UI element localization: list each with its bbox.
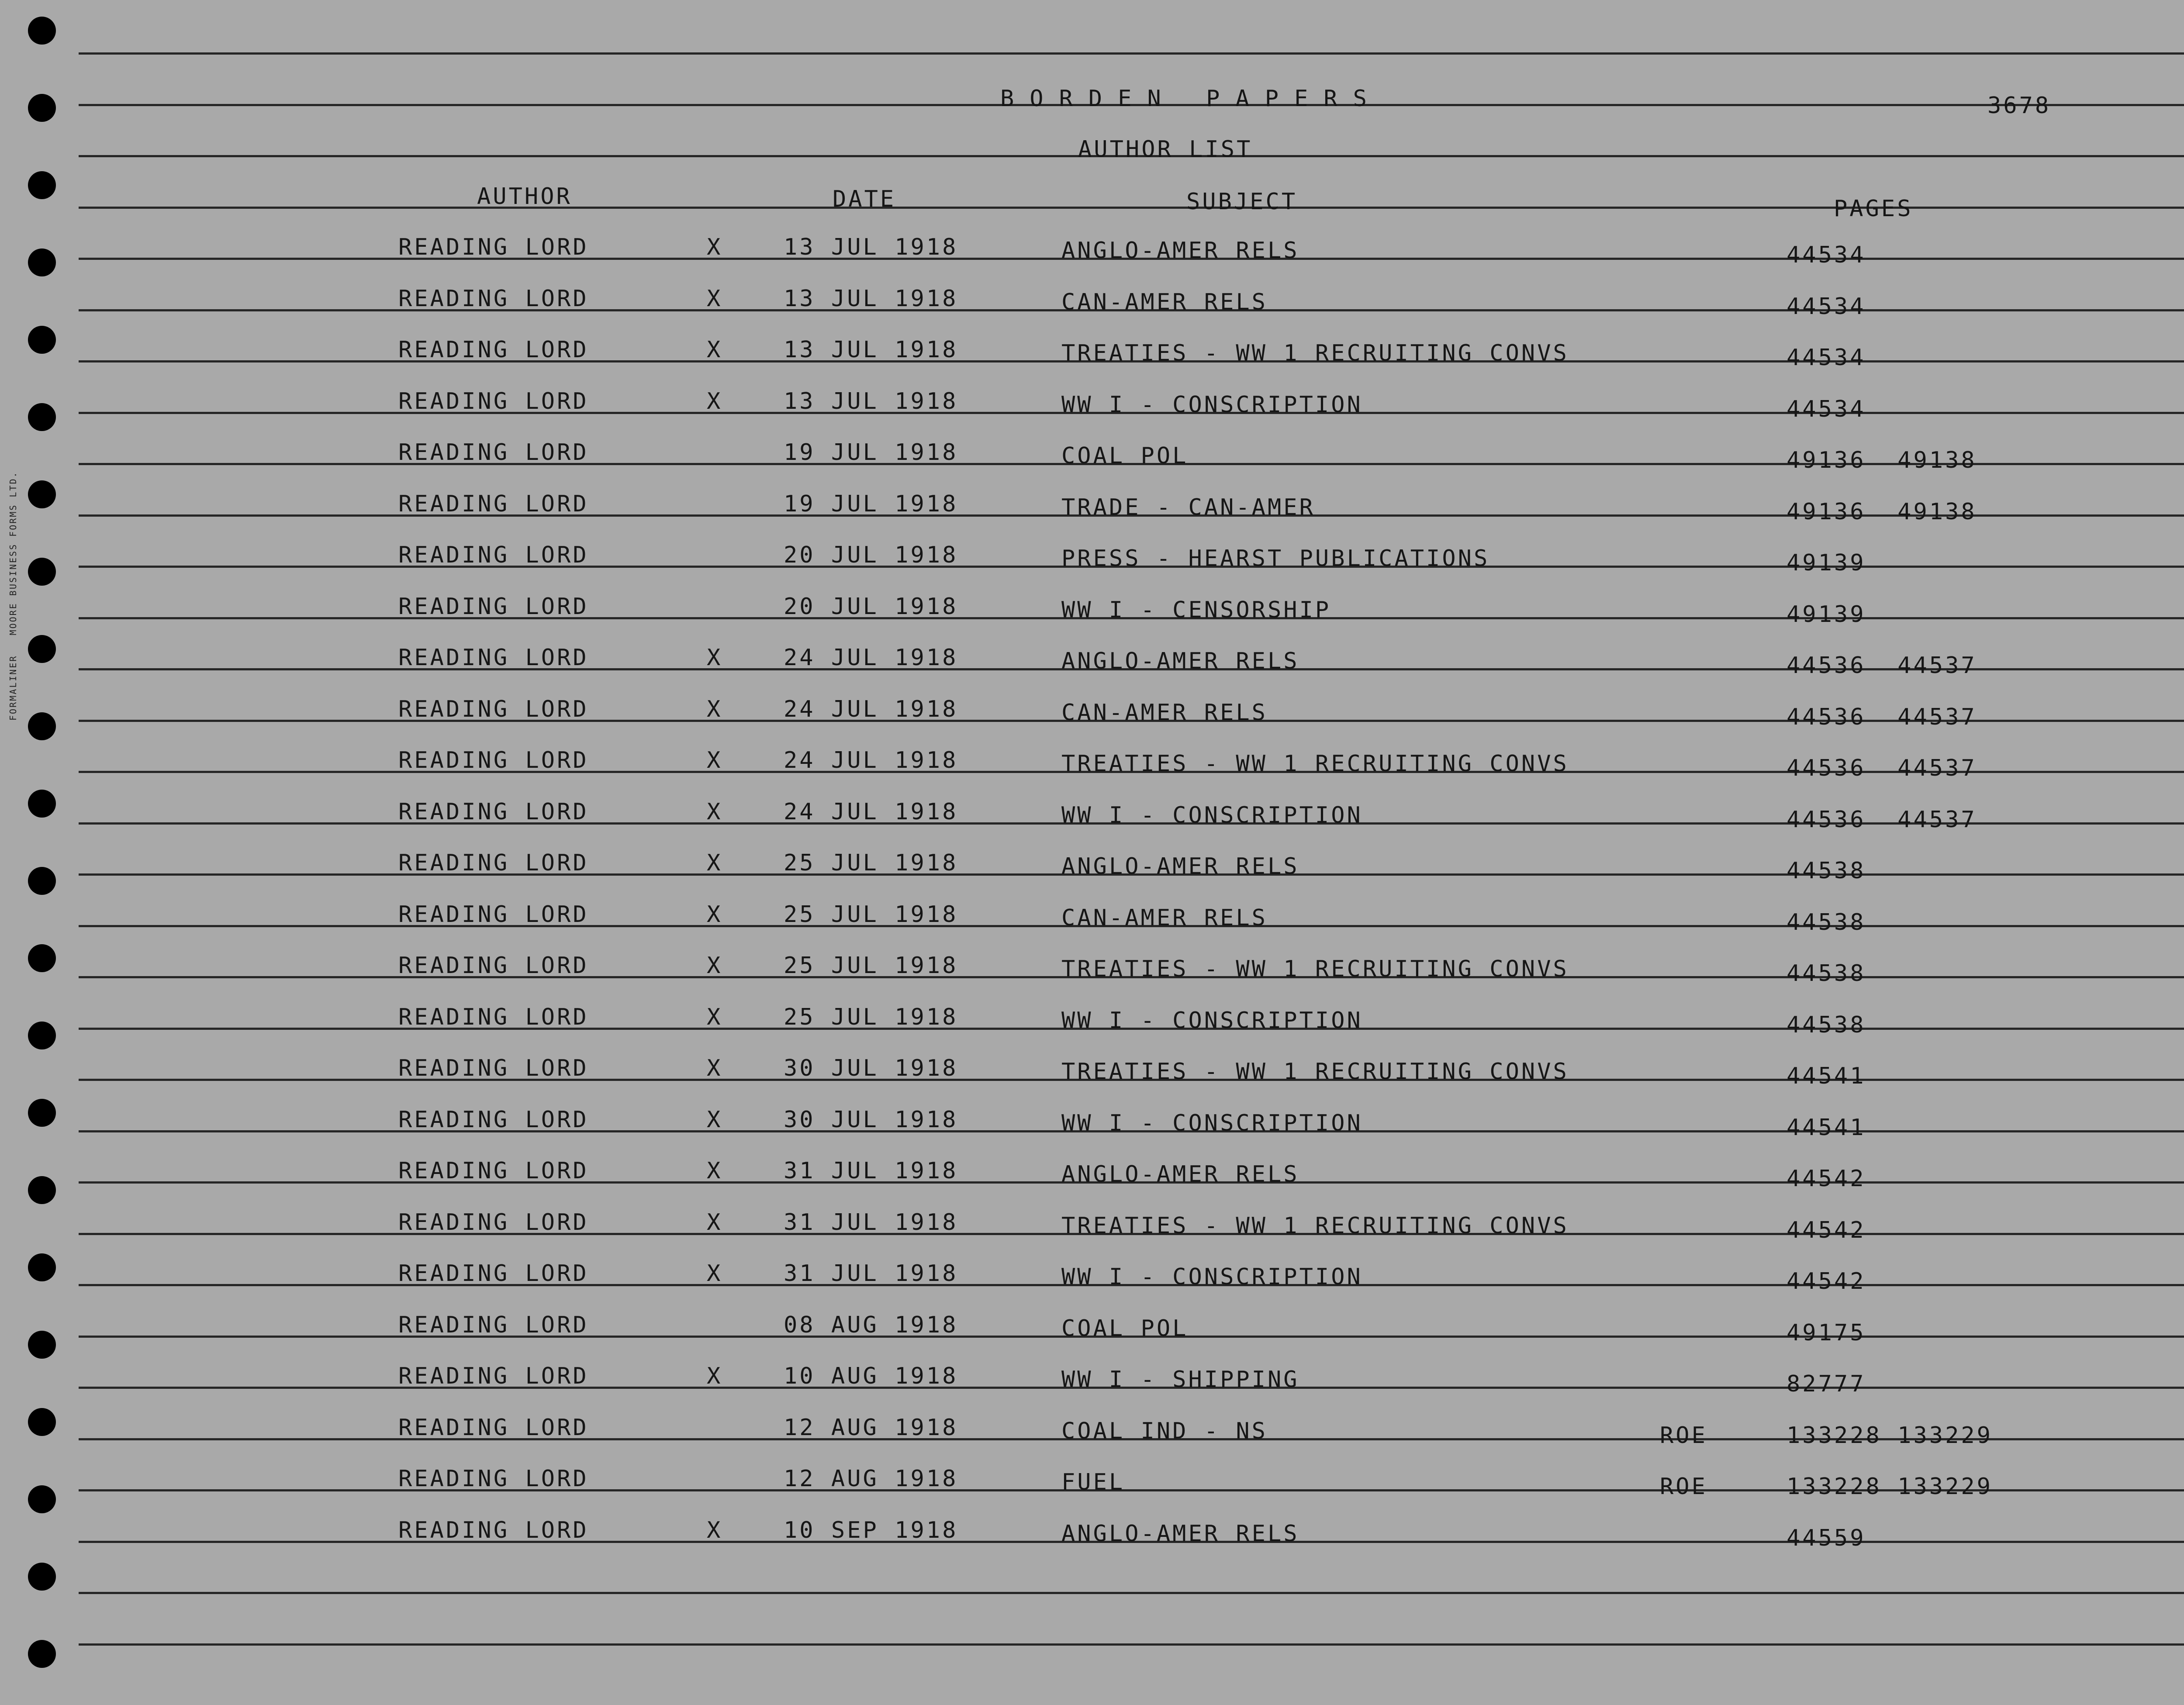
subject-cell: CAN-AMER RELS	[1061, 904, 1268, 931]
feed-hole	[28, 1563, 56, 1591]
feed-hole	[28, 1022, 56, 1049]
subject-cell: ANGLO-AMER RELS	[1061, 238, 1299, 264]
mark-cell: X	[707, 645, 723, 671]
pages-cell: 44541	[1787, 1063, 1866, 1089]
mark-cell: X	[707, 1004, 723, 1030]
pages-cell: 44542	[1787, 1166, 1866, 1192]
subject-cell: TREATIES - WW 1 RECRUITING CONVS	[1061, 1212, 1569, 1239]
subject-cell: WW I - CONSCRIPTION	[1061, 1007, 1363, 1034]
subject-cell: ANGLO-AMER RELS	[1061, 1520, 1299, 1547]
feed-hole	[28, 403, 56, 431]
date-cell: 30 JUL 1918	[784, 1106, 958, 1133]
feed-hole	[28, 1331, 56, 1359]
pages-cell: 44538	[1787, 1011, 1866, 1038]
date-cell: 25 JUL 1918	[784, 1004, 958, 1030]
subject-cell: TRADE - CAN-AMER	[1061, 494, 1315, 521]
ruled-line	[79, 52, 2184, 55]
feed-hole	[28, 635, 56, 663]
author-cell: READING LORD	[398, 1414, 589, 1441]
author-cell: READING LORD	[398, 1055, 589, 1081]
column-header-date: DATE	[833, 186, 896, 212]
author-cell: READING LORD	[398, 798, 589, 825]
mark-cell: X	[707, 1055, 723, 1081]
pages-cell: 44542	[1787, 1268, 1866, 1294]
mark-cell: X	[707, 1260, 723, 1287]
mark-cell: X	[707, 1209, 723, 1236]
pages-cell: 44534	[1787, 242, 1866, 268]
ruled-line	[79, 1592, 2184, 1594]
feed-hole	[28, 1253, 56, 1281]
subject-cell: WW I - CONSCRIPTION	[1061, 1110, 1363, 1136]
feed-hole	[28, 558, 56, 586]
date-cell: 25 JUL 1918	[784, 953, 958, 979]
mark-cell: X	[707, 850, 723, 876]
author-cell: READING LORD	[398, 850, 589, 876]
pages-cell: 44534	[1787, 345, 1866, 371]
author-cell: READING LORD	[398, 1466, 589, 1492]
pages-cell: 44534	[1787, 293, 1866, 320]
pages-cell: 49136 49138	[1787, 498, 1977, 525]
author-cell: READING LORD	[398, 1158, 589, 1184]
page-number: 3678	[1987, 93, 2051, 119]
date-cell: 19 JUL 1918	[784, 490, 958, 517]
mark-cell: X	[707, 1106, 723, 1133]
pages-cell: 44538	[1787, 960, 1866, 987]
subject-cell: TREATIES - WW 1 RECRUITING CONVS	[1061, 340, 1569, 366]
column-header-author: AUTHOR	[477, 183, 572, 210]
pages-cell: 44534	[1787, 396, 1866, 422]
feed-hole	[28, 1408, 56, 1436]
subject-cell: ANGLO-AMER RELS	[1061, 1161, 1299, 1187]
subject-cell: COAL POL	[1061, 443, 1189, 469]
pages-cell: 44538	[1787, 858, 1866, 884]
author-cell: READING LORD	[398, 1209, 589, 1236]
mark-cell: X	[707, 388, 723, 414]
feed-hole	[28, 944, 56, 972]
page-title: BORDEN PAPERS	[1000, 86, 1382, 112]
ruled-line	[79, 1643, 2184, 1646]
feed-hole	[28, 17, 56, 45]
subject-cell: FUEL	[1061, 1469, 1125, 1495]
mark-cell: X	[707, 1517, 723, 1543]
form-manufacturer-label: FORMALINER MOORE BUSINESS FORMS LTD.	[8, 471, 18, 721]
date-cell: 13 JUL 1918	[784, 388, 958, 414]
subject-cell: ANGLO-AMER RELS	[1061, 648, 1299, 674]
pages-cell: 49136 49138	[1787, 447, 1977, 473]
column-header-subject: SUBJECT	[1186, 189, 1298, 215]
author-cell: READING LORD	[398, 1363, 589, 1389]
pages-cell: 49139	[1787, 601, 1866, 628]
pages-cell: 44541	[1787, 1114, 1866, 1141]
feed-hole	[28, 1640, 56, 1668]
date-cell: 20 JUL 1918	[784, 542, 958, 568]
date-cell: 24 JUL 1918	[784, 747, 958, 773]
author-cell: READING LORD	[398, 542, 589, 568]
author-cell: READING LORD	[398, 337, 589, 363]
date-cell: 31 JUL 1918	[784, 1158, 958, 1184]
mark-cell: X	[707, 234, 723, 260]
date-cell: 08 AUG 1918	[784, 1312, 958, 1338]
feed-hole	[28, 1099, 56, 1127]
pages-cell: 49139	[1787, 550, 1866, 576]
mark-cell: X	[707, 696, 723, 722]
author-cell: READING LORD	[398, 388, 589, 414]
date-cell: 13 JUL 1918	[784, 337, 958, 363]
source-cell: ROE	[1660, 1422, 1707, 1449]
author-cell: READING LORD	[398, 747, 589, 773]
date-cell: 13 JUL 1918	[784, 285, 958, 312]
subject-cell: WW I - CONSCRIPTION	[1061, 391, 1363, 418]
subject-cell: PRESS - HEARST PUBLICATIONS	[1061, 545, 1490, 572]
subject-cell: WW I - SHIPPING	[1061, 1367, 1299, 1393]
date-cell: 12 AUG 1918	[784, 1466, 958, 1492]
pages-cell: 44536 44537	[1787, 806, 1977, 833]
pages-cell: 82777	[1787, 1371, 1866, 1397]
date-cell: 19 JUL 1918	[784, 439, 958, 466]
author-cell: READING LORD	[398, 234, 589, 260]
mark-cell: X	[707, 285, 723, 312]
subject-cell: WW I - CONSCRIPTION	[1061, 1264, 1363, 1290]
pages-cell: 44559	[1787, 1525, 1866, 1551]
author-cell: READING LORD	[398, 1312, 589, 1338]
author-cell: READING LORD	[398, 901, 589, 928]
date-cell: 24 JUL 1918	[784, 798, 958, 825]
author-cell: READING LORD	[398, 1106, 589, 1133]
feed-hole	[28, 249, 56, 276]
feed-hole	[28, 790, 56, 818]
author-cell: READING LORD	[398, 696, 589, 722]
date-cell: 25 JUL 1918	[784, 901, 958, 928]
subject-cell: WW I - CENSORSHIP	[1061, 597, 1331, 623]
feed-hole	[28, 480, 56, 508]
feed-hole	[28, 326, 56, 354]
author-cell: READING LORD	[398, 285, 589, 312]
date-cell: 20 JUL 1918	[784, 593, 958, 620]
pages-cell: 133228 133229	[1787, 1474, 1993, 1500]
author-cell: READING LORD	[398, 593, 589, 620]
pages-cell: 44538	[1787, 909, 1866, 935]
subject-cell: WW I - CONSCRIPTION	[1061, 802, 1363, 828]
date-cell: 31 JUL 1918	[784, 1260, 958, 1287]
date-cell: 10 SEP 1918	[784, 1517, 958, 1543]
mark-cell: X	[707, 953, 723, 979]
author-cell: READING LORD	[398, 1517, 589, 1543]
feed-hole	[28, 94, 56, 122]
subject-cell: COAL IND - NS	[1061, 1418, 1268, 1444]
feed-hole	[28, 867, 56, 895]
feed-hole	[28, 1176, 56, 1204]
author-cell: READING LORD	[398, 1260, 589, 1287]
author-cell: READING LORD	[398, 953, 589, 979]
subject-cell: ANGLO-AMER RELS	[1061, 853, 1299, 880]
pages-cell: 133228 133229	[1787, 1422, 1993, 1449]
author-cell: READING LORD	[398, 439, 589, 466]
date-cell: 30 JUL 1918	[784, 1055, 958, 1081]
mark-cell: X	[707, 747, 723, 773]
source-cell: ROE	[1660, 1474, 1707, 1500]
date-cell: 31 JUL 1918	[784, 1209, 958, 1236]
date-cell: 25 JUL 1918	[784, 850, 958, 876]
date-cell: 13 JUL 1918	[784, 234, 958, 260]
date-cell: 24 JUL 1918	[784, 696, 958, 722]
pages-cell: 44536 44537	[1787, 704, 1977, 730]
author-cell: READING LORD	[398, 490, 589, 517]
author-cell: READING LORD	[398, 645, 589, 671]
subject-cell: TREATIES - WW 1 RECRUITING CONVS	[1061, 956, 1569, 982]
subject-cell: TREATIES - WW 1 RECRUITING CONVS	[1061, 751, 1569, 777]
column-header-pages: PAGES	[1834, 196, 1913, 222]
feed-hole	[28, 712, 56, 740]
pages-cell: 49175	[1787, 1319, 1866, 1346]
list-subtitle: AUTHOR LIST	[1078, 136, 1253, 162]
pages-cell: 44536 44537	[1787, 755, 1977, 781]
mark-cell: X	[707, 901, 723, 928]
subject-cell: CAN-AMER RELS	[1061, 699, 1268, 726]
date-cell: 12 AUG 1918	[784, 1414, 958, 1441]
mark-cell: X	[707, 337, 723, 363]
date-cell: 10 AUG 1918	[784, 1363, 958, 1389]
date-cell: 24 JUL 1918	[784, 645, 958, 671]
mark-cell: X	[707, 1158, 723, 1184]
subject-cell: CAN-AMER RELS	[1061, 289, 1268, 315]
subject-cell: TREATIES - WW 1 RECRUITING CONVS	[1061, 1059, 1569, 1085]
pages-cell: 44542	[1787, 1217, 1866, 1243]
feed-hole	[28, 1485, 56, 1513]
author-cell: READING LORD	[398, 1004, 589, 1030]
subject-cell: COAL POL	[1061, 1315, 1189, 1342]
feed-hole	[28, 171, 56, 199]
mark-cell: X	[707, 1363, 723, 1389]
mark-cell: X	[707, 798, 723, 825]
pages-cell: 44536 44537	[1787, 652, 1977, 679]
